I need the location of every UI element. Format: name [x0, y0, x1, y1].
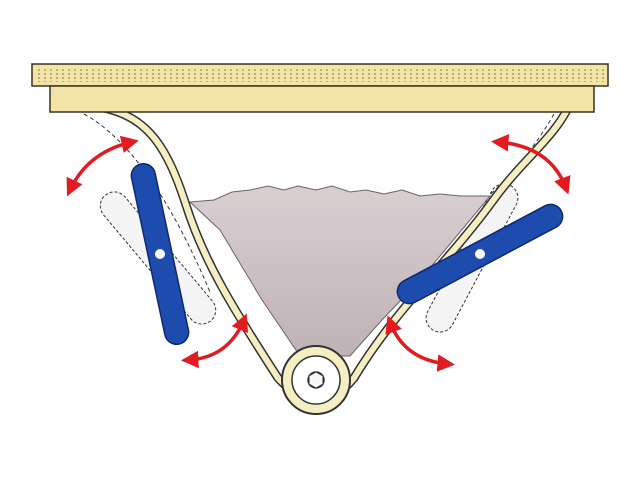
right-paddle-pivot-icon [475, 249, 485, 259]
left-paddle-pivot-icon [155, 249, 165, 259]
bottom-roller [282, 346, 350, 414]
double-headed-curved-arrow [70, 142, 132, 190]
double-headed-curved-arrow [188, 320, 244, 360]
top-frame [32, 64, 608, 112]
axle-nut-icon [309, 372, 323, 388]
